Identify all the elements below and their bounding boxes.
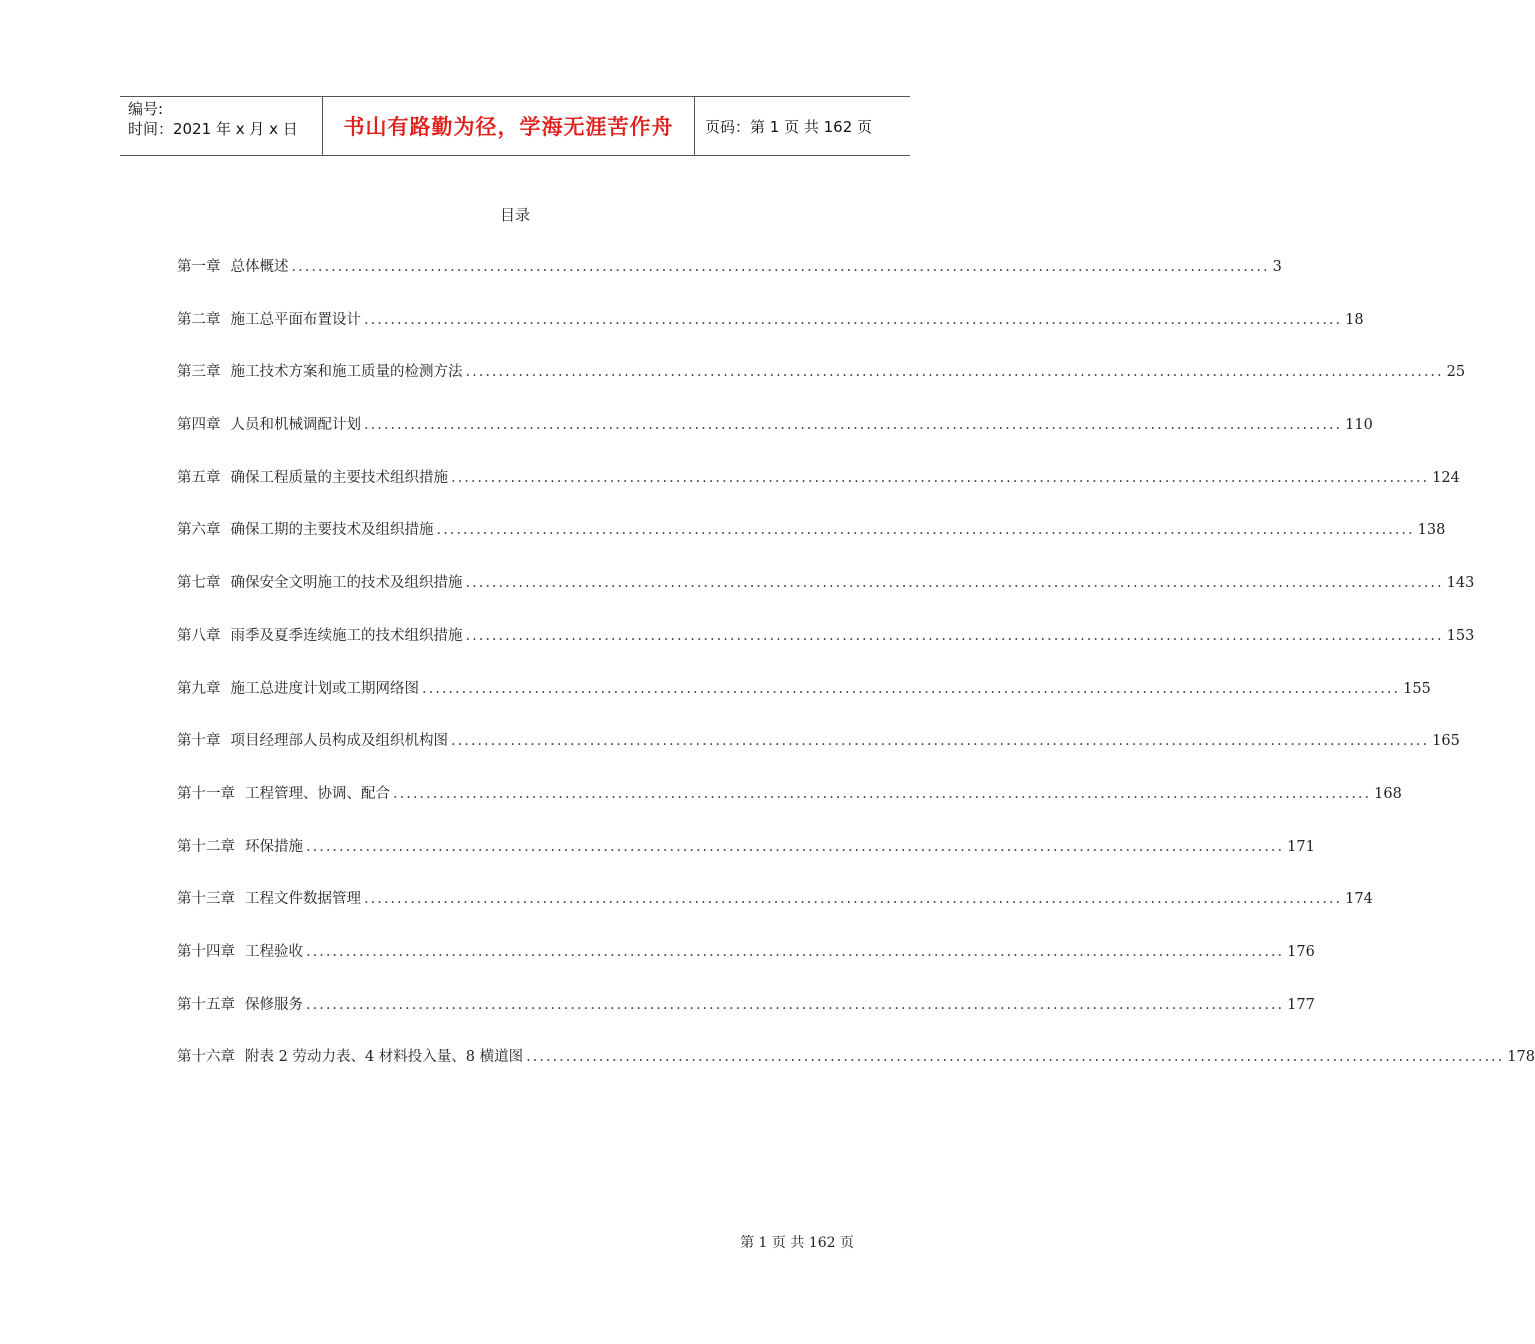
toc-entry-title: 工程文件数据管理	[245, 891, 361, 908]
toc-page-number: 110	[1345, 417, 1373, 434]
number-label: 编号:	[128, 100, 164, 118]
dot-leader: ....................................................................................................................................................	[291, 259, 1270, 275]
toc-page-number: 174	[1345, 891, 1373, 908]
toc-entry-title: 确保安全文明施工的技术及组织措施	[230, 575, 463, 592]
toc-page-number: 124	[1432, 469, 1460, 486]
header-left-cell	[120, 97, 322, 155]
toc-entry-title: 工程管理、协调、配合	[245, 785, 390, 802]
dot-leader: ....................................................................................................................................................	[451, 469, 1430, 486]
toc-chapter: 第五章	[177, 469, 221, 486]
toc-chapter: 第十六章	[177, 1049, 235, 1066]
dot-leader: ....................................................................................................................................................	[465, 364, 1444, 381]
toc-entry-title: 附表 2 劳动力表、4 材料投入量、8 横道图	[245, 1049, 524, 1066]
toc-chapter: 第十一章	[177, 785, 235, 802]
toc-entry-title: 确保工程质量的主要技术组织措施	[230, 469, 448, 486]
toc-entry-13[interactable]	[177, 888, 1373, 941]
toc-entry-2[interactable]	[177, 309, 1364, 362]
toc-entry-title: 总体概述	[230, 259, 289, 275]
toc-chapter: 第十三章	[177, 891, 235, 908]
toc-entry-1[interactable]	[177, 256, 1282, 309]
toc-page-number: 155	[1403, 680, 1431, 697]
toc-entry-8[interactable]	[177, 625, 1475, 678]
dot-leader: ....................................................................................................................................................	[306, 838, 1285, 855]
toc-chapter: 第一章	[177, 259, 221, 275]
dot-leader: ....................................................................................................................................................	[393, 785, 1372, 802]
motto-text: 书山有路勤为径，学海无涯苦作舟	[343, 115, 674, 139]
toc-entry-title: 保修服务	[245, 996, 303, 1013]
toc-chapter: 第六章	[177, 522, 221, 539]
toc-entry-5[interactable]	[177, 467, 1460, 520]
dot-leader: ....................................................................................................................................................	[422, 680, 1401, 697]
toc-entry-title: 施工总平面布置设计	[230, 311, 361, 328]
toc-entry-title: 施工技术方案和施工质量的检测方法	[230, 364, 463, 381]
toc-chapter: 第八章	[177, 627, 221, 644]
toc-chapter: 第十五章	[177, 996, 235, 1013]
toc-entry-16[interactable]	[177, 1046, 1535, 1099]
page-code: 页码：第 1 页 共 162 页	[705, 117, 873, 136]
toc-entry-7[interactable]	[177, 572, 1475, 625]
toc-entry-title: 环保措施	[245, 838, 303, 855]
toc-page-number: 18	[1345, 311, 1364, 328]
toc-entry-9[interactable]	[177, 678, 1431, 731]
dot-leader: ....................................................................................................................................................	[306, 996, 1285, 1013]
toc-page-number: 177	[1287, 996, 1315, 1013]
toc-chapter: 第十四章	[177, 943, 235, 960]
toc-page-number: 138	[1417, 522, 1446, 539]
dot-leader: ....................................................................................................................................................	[364, 891, 1343, 908]
toc-page-number: 171	[1287, 838, 1315, 855]
dot-leader: ....................................................................................................................................................	[451, 733, 1430, 750]
toc-entry-11[interactable]	[177, 783, 1402, 836]
toc-entry-title: 施工总进度计划或工期网络图	[230, 680, 419, 697]
toc-list	[177, 256, 1535, 1099]
page-footer: 第 1 页 共 162 页	[740, 1235, 854, 1251]
toc-page-number: 176	[1287, 943, 1315, 960]
toc-chapter: 第十二章	[177, 838, 235, 855]
toc-page-number: 143	[1446, 575, 1475, 592]
toc-chapter: 第十章	[177, 733, 221, 750]
toc-page-number: 25	[1446, 364, 1466, 381]
toc-entry-12[interactable]	[177, 836, 1315, 889]
toc-entry-6[interactable]	[177, 519, 1446, 572]
toc-entry-3[interactable]	[177, 361, 1466, 414]
toc-entry-title: 雨季及夏季连续施工的技术组织措施	[230, 627, 463, 644]
toc-page-number: 153	[1446, 627, 1475, 644]
toc-page-number: 165	[1432, 733, 1460, 750]
toc-entry-15[interactable]	[177, 994, 1315, 1047]
dot-leader: ....................................................................................................................................................	[306, 943, 1285, 960]
toc-title: 目录	[499, 206, 530, 224]
toc-chapter: 第九章	[177, 680, 221, 697]
toc-chapter: 第七章	[177, 575, 221, 592]
dot-leader: ....................................................................................................................................................	[465, 627, 1444, 644]
dot-leader: ....................................................................................................................................................	[436, 522, 1415, 539]
toc-page-number: 168	[1374, 785, 1402, 802]
toc-entry-title: 工程验收	[245, 943, 303, 960]
document-header	[120, 96, 910, 156]
toc-entry-title: 项目经理部人员构成及组织机构图	[230, 733, 448, 750]
dot-leader: ....................................................................................................................................................	[465, 575, 1444, 592]
header-motto-cell	[322, 97, 695, 155]
toc-entry-10[interactable]	[177, 730, 1460, 783]
dot-leader: ....................................................................................................................................................	[526, 1049, 1505, 1066]
toc-chapter: 第三章	[177, 364, 221, 381]
toc-entry-title: 人员和机械调配计划	[230, 417, 361, 434]
toc-entry-4[interactable]	[177, 414, 1373, 467]
time-label: 时间：2021 年 x 月 x 日	[128, 120, 298, 138]
toc-page-number: 3	[1272, 259, 1282, 275]
toc-entry-14[interactable]	[177, 941, 1315, 994]
toc-chapter: 第四章	[177, 417, 221, 434]
dot-leader: ....................................................................................................................................................	[364, 417, 1343, 434]
toc-page-number: 178	[1507, 1049, 1535, 1066]
dot-leader: ....................................................................................................................................................	[364, 311, 1343, 328]
toc-entry-title: 确保工期的主要技术及组织措施	[230, 522, 434, 539]
header-page-cell	[695, 97, 910, 155]
toc-chapter: 第二章	[177, 311, 221, 328]
